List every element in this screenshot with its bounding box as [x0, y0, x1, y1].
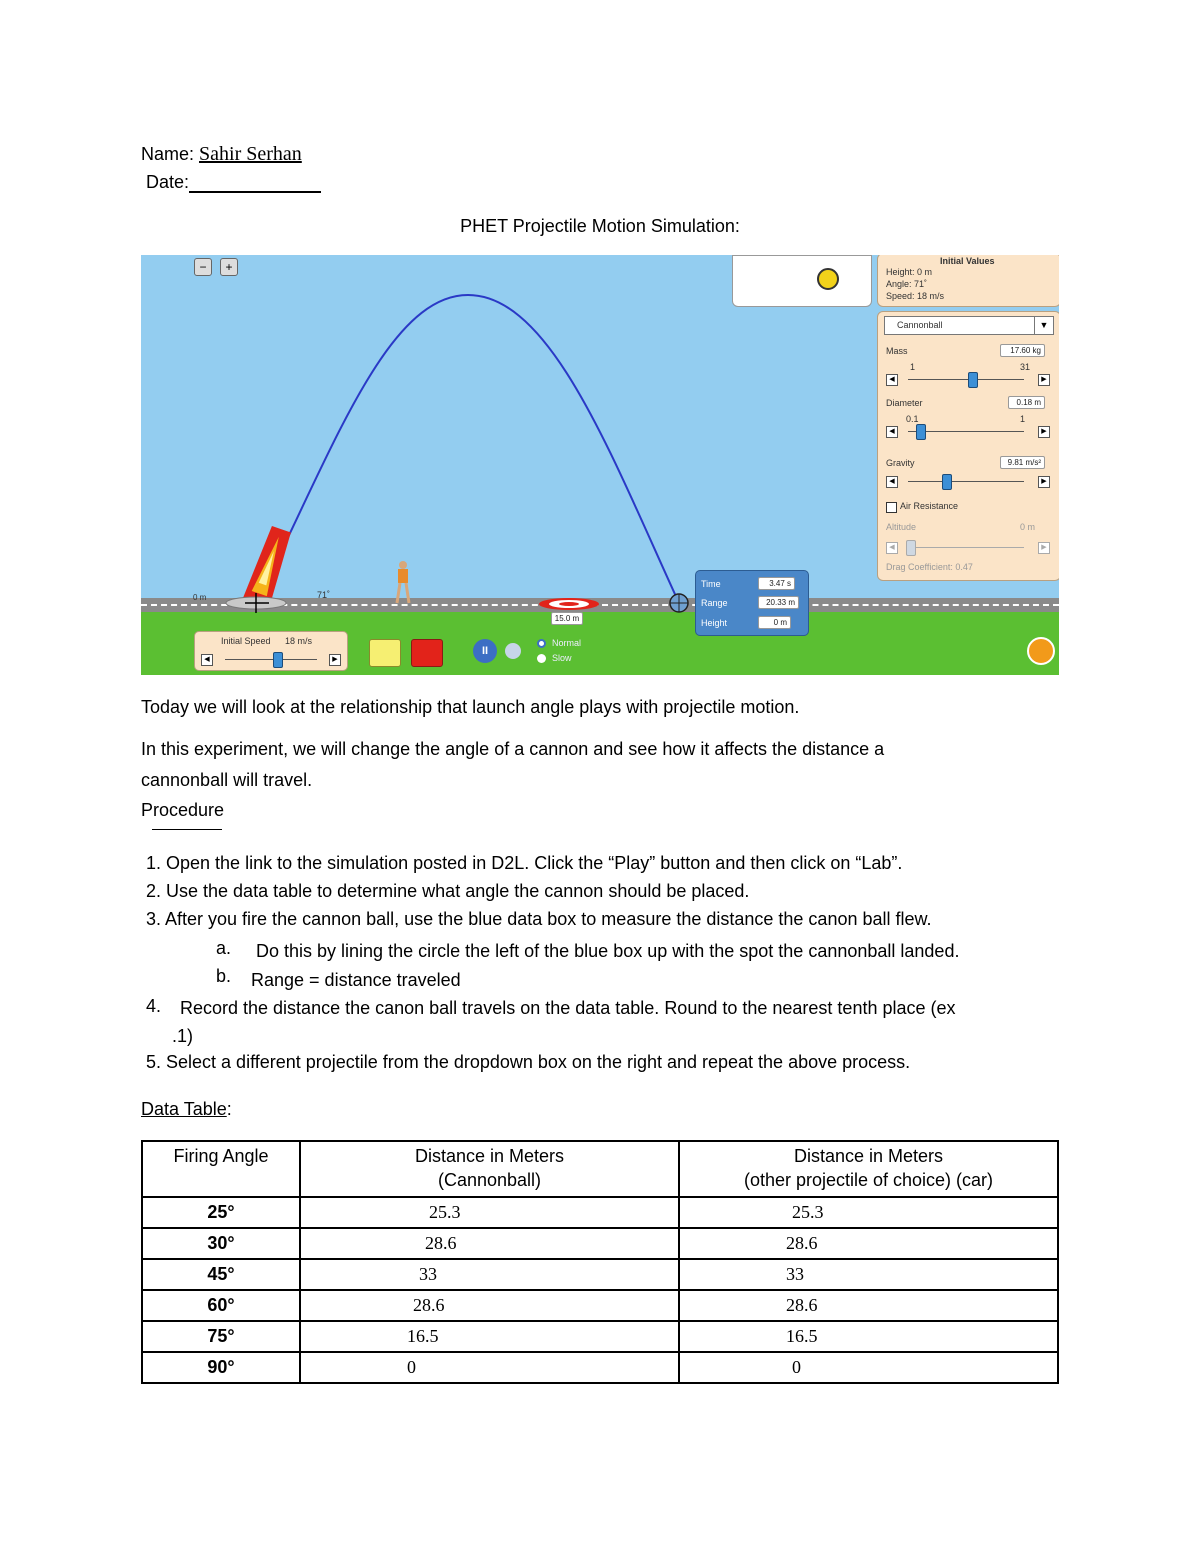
mass-slider-thumb[interactable]: [968, 372, 978, 388]
simulation-screenshot: [141, 255, 1059, 675]
diameter-max: 1: [1020, 414, 1026, 424]
mass-increase-button[interactable]: ▶: [1038, 374, 1050, 386]
name-value: Sahir Serhan: [199, 143, 302, 165]
speed-increase-button[interactable]: ▶: [329, 654, 341, 666]
altitude-increase-button[interactable]: ▶: [1038, 542, 1050, 554]
tape-measure-icon: [817, 268, 839, 290]
speed-normal-radio[interactable]: [537, 639, 546, 648]
other-cell: 25.3: [679, 1197, 1058, 1228]
mass-value: 17.60 kg: [1000, 344, 1045, 357]
header-other-line2: (other projectile of choice) (car): [743, 1170, 994, 1190]
header-cannonball-line2: (Cannonball): [437, 1170, 542, 1190]
table-heading: [141, 1098, 232, 1120]
air-resistance-label: Air Resistance: [900, 501, 959, 511]
eraser-button[interactable]: [369, 639, 401, 667]
step-button[interactable]: [505, 643, 521, 659]
gravity-decrease-button[interactable]: ◀: [886, 476, 898, 488]
mass-min: 1: [910, 362, 916, 372]
mass-label: Mass: [886, 346, 908, 356]
altitude-slider-thumb[interactable]: [906, 540, 916, 556]
initial-values-panel: [877, 255, 1059, 307]
header-cannonball-line1: Distance in Meters: [414, 1146, 565, 1166]
pause-button[interactable]: II: [473, 639, 497, 663]
angle-cell: 25°: [142, 1197, 300, 1228]
readout-time-value: 3.47 s: [758, 577, 795, 590]
projectile-dropdown[interactable]: [884, 316, 1054, 335]
table-row: [142, 1197, 1058, 1228]
cannonball-cell: 28.6: [300, 1228, 679, 1259]
substep-b-text: Range = distance traveled: [251, 970, 461, 990]
data-table: [141, 1140, 1059, 1384]
gravity-increase-button[interactable]: ▶: [1038, 476, 1050, 488]
intro-text: Today we will look at the relationship that launch angle plays with projectile motion.: [141, 697, 800, 717]
gravity-value: 9.81 m/s²: [1000, 456, 1045, 469]
angle-cell: 45°: [142, 1259, 300, 1290]
initial-angle: Angle: 71˚: [886, 279, 928, 289]
person-figure: [397, 561, 409, 603]
initial-speed-value: 18 m/s: [285, 636, 313, 646]
experiment-text-line1: In this experiment, we will change the angle of a cannon and see how it affects the distance a: [141, 739, 885, 759]
zoom-out-button[interactable]: −: [194, 258, 212, 276]
projectile-controls-panel: [877, 311, 1059, 581]
cannonball-cell: 28.6: [300, 1290, 679, 1321]
diameter-min: 0.1: [906, 414, 919, 424]
cannonball-cell: 25.3: [300, 1197, 679, 1228]
cannonball-cell: 16.5: [300, 1321, 679, 1352]
other-cell: 0: [679, 1352, 1058, 1383]
diameter-increase-button[interactable]: ▶: [1038, 426, 1050, 438]
mass-decrease-button[interactable]: ◀: [886, 374, 898, 386]
initial-speed-control: [194, 631, 348, 671]
angle-cell: 75°: [142, 1321, 300, 1352]
speed-slider-thumb[interactable]: [273, 652, 283, 668]
cannon-angle-label: 71˚: [317, 590, 331, 600]
step-3: 3. After you fire the cannon ball, use the blue data box to measure the distance the canon ball flew.: [146, 909, 932, 929]
step-4-line2: .1): [172, 1026, 194, 1046]
initial-speed: Speed: 18 m/s: [886, 291, 945, 301]
cannonball-cell: 33: [300, 1259, 679, 1290]
step-5: 5. Select a different projectile from the dropdown box on the right and repeat the above process.: [146, 1052, 911, 1072]
zoom-in-button[interactable]: +: [220, 258, 238, 276]
initial-speed-label: Initial Speed: [221, 636, 271, 646]
altitude-label: Altitude: [886, 522, 917, 532]
other-cell: 28.6: [679, 1228, 1058, 1259]
date-blank: [189, 173, 321, 193]
table-header-row: [142, 1141, 1058, 1197]
table-heading-text: Data Table: [141, 1099, 227, 1119]
target-distance-label: 15.0 m: [551, 612, 583, 625]
chevron-down-icon: ▼: [1034, 317, 1053, 334]
reset-button[interactable]: [1027, 637, 1055, 665]
diameter-label: Diameter: [886, 398, 923, 408]
altitude-decrease-button[interactable]: ◀: [886, 542, 898, 554]
other-cell: 28.6: [679, 1290, 1058, 1321]
table-row: [142, 1259, 1058, 1290]
tape-measure-box[interactable]: [732, 255, 872, 307]
gravity-slider-thumb[interactable]: [942, 474, 952, 490]
angle-cell: 90°: [142, 1352, 300, 1383]
name-label: Name:: [141, 144, 195, 164]
step-1: 1. Open the link to the simulation posted in D2L. Click the “Play” button and then click on “Lab”.: [146, 853, 903, 873]
speed-normal-label: Normal: [552, 638, 582, 648]
initial-values-title: Initial Values: [940, 256, 995, 266]
target: [539, 598, 599, 610]
step-4-line1: Record the distance the canon ball travels on the data table. Round to the nearest tenth place (ex: [180, 998, 956, 1018]
substep-a-marker: a.: [216, 938, 232, 958]
drag-coefficient: Drag Coefficient: 0.47: [886, 562, 973, 572]
table-heading-colon: :: [226, 1099, 232, 1119]
substep-b-marker: b.: [216, 966, 232, 986]
cannonball-cell: 0: [300, 1352, 679, 1383]
experiment-text-line2: cannonball will travel.: [141, 770, 313, 790]
table-row: [142, 1321, 1058, 1352]
speed-decrease-button[interactable]: ◀: [201, 654, 213, 666]
table-row: [142, 1290, 1058, 1321]
angle-cell: 60°: [142, 1290, 300, 1321]
cannon-height-label: 0 m: [193, 593, 207, 602]
date-line: [146, 171, 321, 193]
header-cannonball: [300, 1141, 679, 1197]
readout-box[interactable]: [695, 570, 809, 636]
angle-cell: 30°: [142, 1228, 300, 1259]
header-firing-angle: Firing Angle: [142, 1141, 300, 1197]
header-other-projectile: [679, 1141, 1058, 1197]
speed-slow-label: Slow: [552, 653, 572, 663]
other-cell: 33: [679, 1259, 1058, 1290]
diameter-slider-thumb[interactable]: [916, 424, 926, 440]
procedure-rule: [152, 829, 222, 830]
procedure-heading: Procedure: [141, 800, 225, 820]
speed-slow-radio[interactable]: [537, 654, 546, 663]
readout-height-label: Height: [701, 618, 728, 628]
projectile-selected: Cannonball: [897, 320, 943, 330]
diameter-decrease-button[interactable]: ◀: [886, 426, 898, 438]
trajectory-path: [256, 295, 679, 603]
step-4-marker: 4.: [146, 996, 162, 1016]
name-line: [141, 143, 302, 165]
readout-range-value: 20.33 m: [758, 596, 799, 609]
diameter-value: 0.18 m: [1008, 396, 1045, 409]
mass-max: 31: [1020, 362, 1031, 372]
readout-height-value: 0 m: [758, 616, 791, 629]
readout-range-label: Range: [701, 598, 728, 608]
date-label: Date:: [146, 172, 190, 192]
step-2: 2. Use the data table to determine what angle the cannon should be placed.: [146, 881, 750, 901]
fire-cannon-button[interactable]: [411, 639, 443, 667]
document-title: PHET Projectile Motion Simulation:: [460, 216, 740, 236]
initial-height: Height: 0 m: [886, 267, 933, 277]
altitude-value: 0 m: [1020, 522, 1036, 532]
header-other-line1: Distance in Meters: [793, 1146, 944, 1166]
table-row: [142, 1352, 1058, 1383]
substep-a-text: Do this by lining the circle the left of the blue box up with the spot the cannonball landed.: [256, 941, 960, 961]
other-cell: 16.5: [679, 1321, 1058, 1352]
gravity-label: Gravity: [886, 458, 915, 468]
air-resistance-checkbox[interactable]: [886, 502, 897, 513]
table-row: [142, 1228, 1058, 1259]
cannon: [243, 525, 295, 608]
readout-time-label: Time: [701, 579, 721, 589]
